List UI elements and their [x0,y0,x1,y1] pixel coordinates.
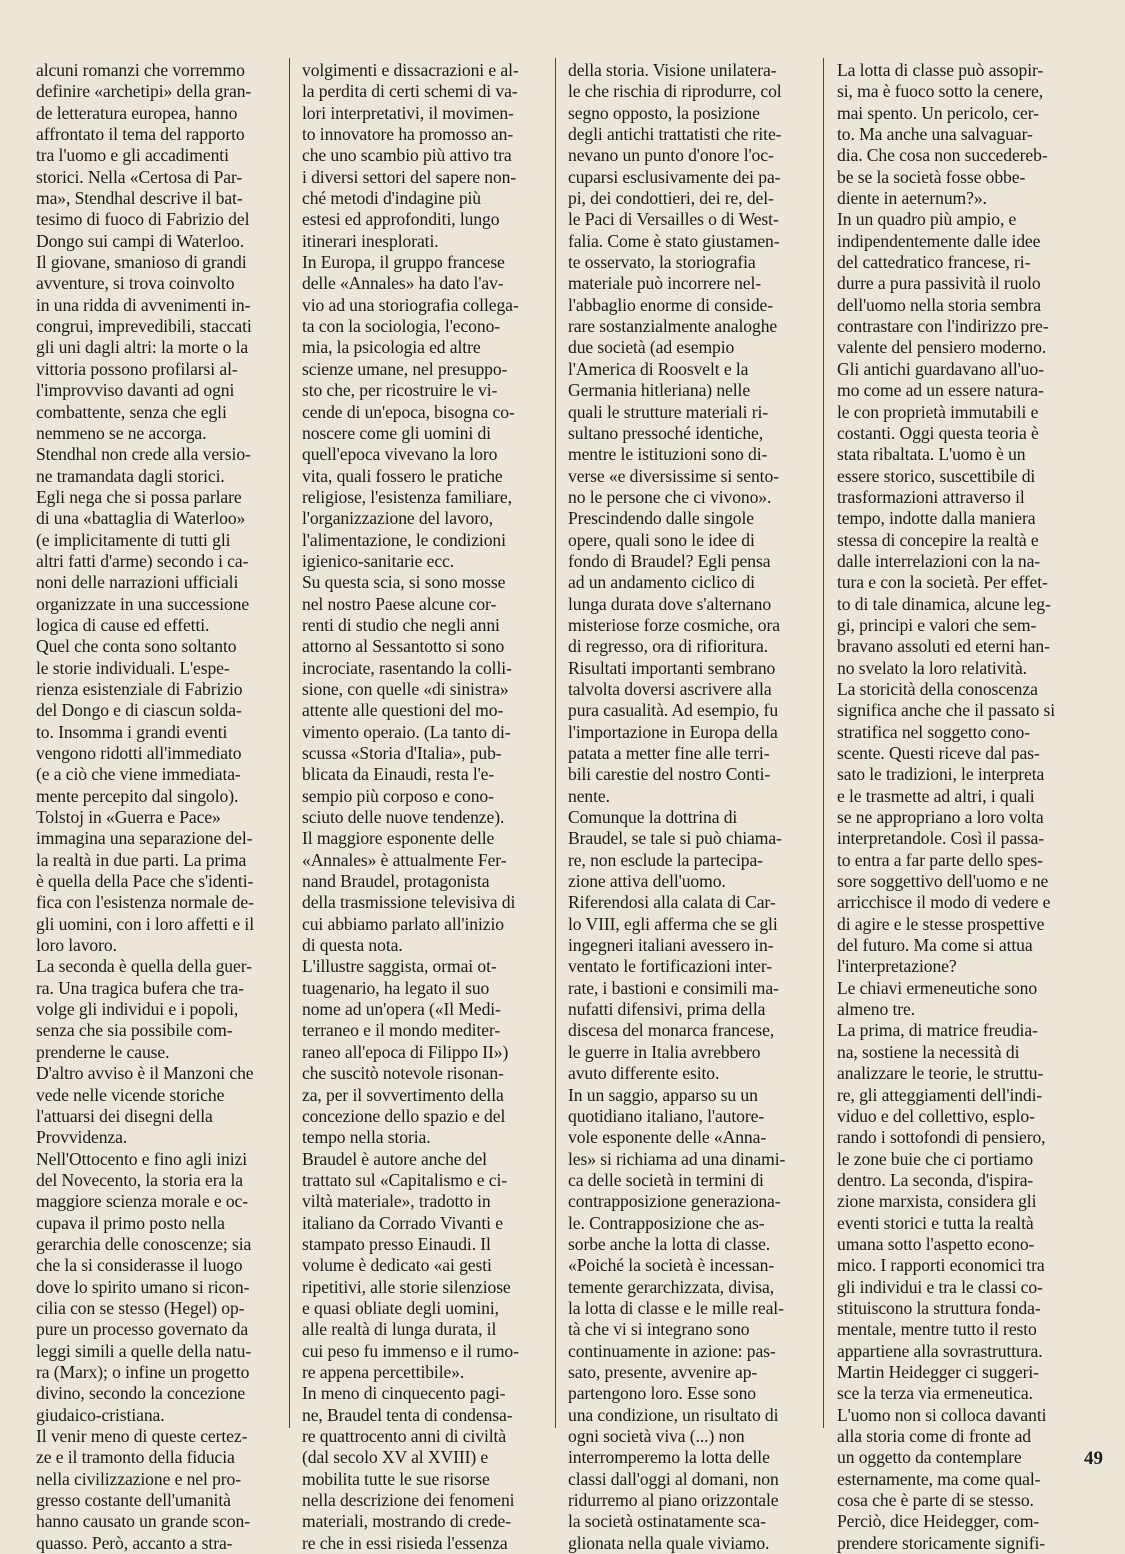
text-line: ze e il tramonto della fiducia [36,1447,235,1468]
text-line: una condizione, un risultato di [568,1404,779,1425]
text-line: vita, quali fossero le pratiche [302,465,503,486]
text-line: rando i sottofondi di pensiero, [837,1127,1046,1148]
text-line: blicata da Einaudi, resta l'e- [302,764,495,785]
text-line: di una «battaglia di Waterloo» [36,508,246,529]
text-line: è quella della Pace che s'identi- [36,871,254,892]
text-line: Riferendosi alla calata di Car- [568,892,776,913]
text-line: Martin Heidegger ci suggeri- [837,1361,1039,1382]
text-line: ca delle società in termini di [568,1169,764,1190]
text-line: tuagenario, ha legato il suo [302,977,490,998]
text-line: fondo di Braudel? Egli pensa [568,550,771,571]
text-line: gli uni dagli altri: la morte o la [36,337,249,358]
text-line: «Annales» è attualmente Fer- [302,849,507,870]
text-line: la società ostinatamente sca- [568,1511,766,1532]
text-line: combattente, senza che egli [36,401,227,422]
text-line: le. Contrapposizione che as- [568,1212,765,1233]
text-line: sorbe anche la lotta di classe. [568,1233,771,1254]
text-line: essere storico, suscettibile di [837,465,1036,486]
text-line: vittoria possono profilarsi al- [36,358,238,379]
text-line: mo come ad un essere natura- [837,380,1044,401]
text-line: contrastare con l'indirizzo pre- [837,316,1049,337]
text-line: e le trasmette ad altri, i quali [837,785,1035,806]
text-line: Tolstoj in «Guerra e Pace» [36,807,221,828]
text-line: quell'epoca vivevano la loro [302,444,498,465]
text-line: concezione dello spazio e del [302,1105,506,1126]
text-line: In un quadro più ampio, e [837,209,1017,230]
text-line: sultano pressoché identiche, [568,422,764,443]
text-line: della storia. Visione unilatera- [568,60,777,80]
text-line: scienze umane, nel presuppo- [302,358,508,379]
text-line: to. Insomma i grandi eventi [36,721,228,742]
text-line: indipendentemente dalle idee [837,230,1041,251]
text-line: attente alle questioni del mo- [302,700,504,721]
text-line: pure un processo governato da [36,1319,249,1340]
text-line: l'abbaglio enorme di conside- [568,294,773,315]
text-line: prendere storicamente signifi- [837,1532,1046,1553]
text-line: arricchisce il modo di vedere e [837,892,1051,913]
text-line: nella civilizzazione e nel pro- [36,1468,241,1489]
text-line: ad un andamento ciclico di [568,572,755,593]
text-line: diente in aeternum?». [837,188,987,209]
text-line: mai spento. Un pericolo, cer- [837,102,1039,123]
text-line: to. Ma anche una salvaguar- [837,124,1033,145]
text-line: la perdita di certi schemi di va- [302,81,518,102]
text-line: vede nelle vicende storiche [36,1084,225,1105]
text-line: (dal secolo XV al XVIII) e [302,1447,489,1468]
text-line: La storicità della conoscenza [837,678,1038,699]
text-line: raneo all'epoca di Filippo II») [302,1041,509,1062]
text-line: mentre le istituzioni sono di- [568,444,768,465]
text-line: L'illustre saggista, ormai ot- [302,956,497,977]
text-line: stessa di concepire la realtà e [837,529,1039,550]
text-line: tra l'uomo e gli accadimenti [36,145,229,166]
text-line: l'America di Roosvelt e la [568,358,749,379]
text-line: dove lo spirito umano si ricon- [36,1276,250,1297]
text-line: organizzate in una successione [36,593,250,614]
text-line: La prima, di matrice freudia- [837,1020,1038,1041]
text-line: (e implicitamente di tutti gli [36,529,231,550]
text-line: zione marxista, considera gli [837,1191,1037,1212]
column-rule [289,58,290,1428]
text-line: gli uomini, con i loro affetti e il [36,913,255,934]
text-line: de letteratura europea, hanno [36,102,238,123]
text-line: quasso. Però, accanto a stra- [36,1532,233,1553]
text-line: mobilita tutte le sue risorse [302,1468,490,1489]
text-line: della trasmissione televisiva di [302,892,516,913]
text-line: ra (Marx); o infine un progetto [36,1361,250,1382]
text-line: l'interpretazione? [837,956,957,977]
text-line: Il venir meno di queste certez- [36,1426,248,1446]
text-column-4 [837,60,1087,1554]
text-line: sciuto delle nuove tendenze). [302,807,505,828]
text-column-2 [302,60,548,1554]
column-rule [555,58,556,1428]
text-line: segno opposto, la posizione [568,102,760,123]
text-line: falia. Come è stato giustamen- [568,230,780,251]
text-line: Il giovane, smanioso di grandi [36,252,247,273]
text-line: ventato le fortificazioni inter- [568,956,773,977]
text-line: Braudel, se tale si può chiama- [568,828,782,849]
text-line: temente gerarchizzata, divisa, [568,1276,775,1297]
text-line: del Dongo e di ciascun solda- [36,700,242,721]
text-line: stratifica nel soggetto cono- [837,721,1031,742]
text-line: be se la società fosse obbe- [837,166,1026,187]
text-line: l'alimentazione, le condizioni [302,529,506,550]
text-line: materiale può incorrere nel- [568,273,762,294]
text-line: del futuro. Ma come si attua [837,935,1033,956]
text-line: incrociate, rasentando la colli- [302,657,512,678]
text-line: le storie individuali. L'espe- [36,657,230,678]
text-line: analizzare le teorie, le struttu- [837,1063,1044,1084]
text-line: partengono loro. Esse sono [568,1383,756,1404]
text-line: dia. Che cosa non succedereb- [837,145,1048,166]
text-line: le che rischia di riprodurre, col [568,81,782,102]
text-line: le con proprietà immutabili e [837,401,1039,422]
text-line: D'altro avviso è il Manzoni che [36,1063,254,1084]
text-line: Nell'Ottocento e fino agli inizi [36,1148,248,1169]
text-line: ma», Stendhal descrive il bat- [36,188,243,209]
text-line: lori interpretativi, il movimen- [302,102,514,123]
text-line: Su questa scia, si sono mosse [302,572,506,593]
text-line: definire «archetipi» della gran- [36,81,252,102]
text-line: logica di cause ed effetti. [36,614,210,635]
text-line: to entra a far parte dello spes- [837,849,1043,870]
text-line: gresso costante dell'umanità [36,1490,231,1511]
text-line: un oggetto da contemplare [837,1447,1022,1468]
text-line: Stendhal non crede alla versio- [36,444,251,465]
text-line: bravano assoluti ed eterni han- [837,636,1050,657]
text-line: cilia con se stesso (Hegel) op- [36,1297,245,1318]
text-line: tà che vi si integrano sono [568,1319,750,1340]
text-line: (e a ciò che viene immediata- [36,764,241,785]
text-line: verse «e diversissime si sento- [568,465,779,486]
text-line: dentro. La seconda, d'ispira- [837,1169,1034,1190]
text-line: to di tale dinamica, alcune leg- [837,593,1051,614]
text-line: quotidiano italiano, l'autore- [568,1105,765,1126]
text-line: nand Braudel, protagonista [302,871,490,892]
text-line: to innovatore ha promosso an- [302,124,514,145]
text-line: no svelato la loro relatività. [837,657,1027,678]
column-rule [823,58,824,1428]
text-line: volge gli individui e i popoli, [36,999,239,1020]
text-column-3 [568,60,814,1554]
text-line: scussa «Storia d'Italia», pub- [302,743,502,763]
text-line: glionata nella quale viviamo. [568,1532,770,1553]
text-line: ché metodi d'indagine più [302,188,482,209]
text-line: italiano da Corrado Vivanti e [302,1212,503,1233]
text-line: religiose, l'esistenza familiare, [302,486,512,507]
text-line: l'attuarsi dei disegni della [36,1105,213,1126]
text-line: rare sostanzialmente analoghe [568,316,778,337]
text-line: congrui, imprevedibili, staccati [36,316,252,337]
text-line: maggiore scienza morale e oc- [36,1191,249,1212]
text-line: cende di un'epoca, bisogna co- [302,401,515,422]
text-line: terraneo e il mondo mediter- [302,1020,501,1041]
text-line: ripetitivi, alle storie silenziose [302,1276,511,1297]
text-line: Quel che conta sono soltanto [36,636,237,657]
text-line: la realtà in due parti. La prima [36,849,247,870]
text-line: storici. Nella «Certosa di Par- [36,166,243,187]
text-line: volume è dedicato «ai gesti [302,1255,492,1276]
text-line: sce la terza via ermeneutica. [837,1383,1033,1404]
text-line: Braudel è autore anche del [302,1148,487,1169]
text-line: stampato presso Einaudi. Il [302,1233,491,1254]
text-line: appartiene alla sovrastruttura. [837,1340,1043,1361]
text-line: Perciò, dice Heidegger, com- [837,1511,1040,1532]
text-line: nufatti difensivi, prima della [568,999,766,1020]
text-line: umana sotto l'aspetto econo- [837,1233,1035,1254]
text-line: sione, con quelle «di sinistra» [302,678,509,699]
text-line: mentale, mentre tutto il resto [837,1319,1037,1340]
text-line: L'uomo non si colloca davanti [837,1404,1047,1425]
text-line: tempo nella storia. [302,1127,431,1148]
text-line: eventi storici e tutta la realtà [837,1212,1034,1233]
text-line: delle «Annales» ha dato l'av- [302,273,504,294]
text-line: alla storia come di fronte ad [837,1426,1031,1446]
text-line: za, per il sovvertimento della [302,1084,504,1105]
text-line: scente. Questi riceve dal pas- [837,743,1040,763]
text-line: nemmeno se ne accorga. [36,422,207,443]
text-line: vio ad una storiografia collega- [302,294,519,315]
text-line: giudaico-cristiana. [36,1404,165,1425]
text-line: se ne appropriano a loro volta [837,807,1044,828]
text-line: interpretandole. Così il passa- [837,828,1044,849]
text-line: pura casualità. Ad esempio, fu [568,700,779,721]
text-line: nente. [568,785,610,806]
text-line: talvolta doversi ascrivere alla [568,678,772,699]
text-line: continuamente in azione: pas- [568,1340,776,1361]
text-line: sempio più corposo e cono- [302,785,494,806]
text-line: le Paci di Versailles o di West- [568,209,779,230]
text-line: avuto differente esito. [568,1063,720,1084]
text-line: valente del pensiero moderno. [837,337,1047,358]
text-line: due società (ad esempio [568,337,735,358]
text-line: nel nostro Paese alcune cor- [302,593,497,614]
text-line: ingegneri italiani avessero in- [568,935,774,956]
text-line: re quattrocento anni di civiltà [302,1426,507,1446]
text-line: viduo e del collettivo, esplo- [837,1105,1035,1126]
text-line: mia, la psicologia ed altre [302,337,481,358]
text-line: stata ribaltata. L'uomo è un [837,444,1026,465]
text-line: bili carestie del nostro Conti- [568,764,771,785]
text-line: «Poiché la società è incessan- [568,1255,775,1276]
text-line: ogni società viva (...) non [568,1426,745,1446]
text-line: viltà materiale», tradotto in [302,1191,491,1212]
text-line: gli individui e tra le classi co- [837,1276,1043,1297]
text-line: gerarchia delle conoscenze; sia [36,1233,252,1254]
text-line: sto che, per ricostruire le vi- [302,380,498,401]
text-line: vengono ridotti all'immediato [36,743,242,763]
text-line: opere, quali sono le idee di [568,529,755,550]
text-line: alcuni romanzi che vorremmo [36,60,245,80]
text-line: Egli nega che si possa parlare [36,486,242,507]
text-line: sato, presente, avvenire ap- [568,1361,758,1382]
text-line: ridurremo al piano orizzontale [568,1490,779,1511]
text-line: La seconda è quella della guer- [36,956,252,977]
text-line: l'importazione in Europa della [568,721,778,742]
text-line: tura e con la società. Per effet- [837,572,1048,593]
text-line: vimento operaio. (La tanto di- [302,721,511,742]
text-line: zione attiva dell'uomo. [568,871,726,892]
page-number: 49 [1084,1448,1103,1469]
text-line: pi, dei condottieri, dei re, del- [568,188,774,209]
text-line: l'improvviso davanti ad ogni [36,380,235,401]
text-line: affrontato il tema del rapporto [36,124,245,145]
text-line: materiali, mostrando di crede- [302,1511,512,1532]
text-line: Germania hitleriana) nelle [568,380,751,401]
text-line: Dongo sui campi di Waterloo. [36,230,245,251]
text-line: dell'uomo nella storia sembra [837,294,1042,315]
text-line: tesimo di fuoco di Fabrizio del [36,209,250,230]
text-line: cupava il primo posto nella [36,1212,225,1233]
text-line: senza che sia possibile com- [36,1020,233,1041]
text-line: nevano un punto d'onore l'oc- [568,145,774,166]
text-line: re appena percettibile». [302,1361,465,1382]
text-line: che suscitò notevole risonan- [302,1063,504,1084]
text-line: igienico-sanitarie ecc. [302,550,455,571]
text-line: Prescindendo dalle singole [568,508,755,529]
text-line: te osservato, la storiografia [568,252,756,273]
text-line: les» si richiama ad una dinami- [568,1148,786,1169]
text-line: leggi simili a quelle della natu- [36,1340,252,1361]
text-line: cuparsi esclusivamente dei pa- [568,166,781,187]
text-line: La lotta di classe può assopir- [837,60,1044,80]
text-line: significa anche che il passato si [837,700,1056,721]
text-line: rienza esistenziale di Fabrizio [36,678,243,699]
text-line: cui peso fu immenso e il rumo- [302,1340,519,1361]
text-line: na, sostiene la necessità di [837,1041,1020,1062]
text-line: mente percepito dal singolo). [36,785,239,806]
text-line: che la si considerasse il luogo [36,1255,243,1276]
text-line: discesa del monarca francese, [568,1020,775,1041]
text-line: che uno scambio più attivo tra [302,145,512,166]
text-line: noscere come gli uomini di [302,422,491,443]
text-line: itinerari inesplorati. [302,230,439,251]
text-line: hanno causato un grande scon- [36,1511,251,1532]
text-line: l'organizzazione del lavoro, [302,508,494,529]
text-line: divino, secondo la concezione [36,1383,246,1404]
text-line: del cattedratico francese, ri- [837,252,1031,273]
text-line: interromperemo la lotta delle [568,1447,770,1468]
text-line: nome ad un'opera («Il Medi- [302,999,501,1020]
text-line: fica con l'esistenza normale de- [36,892,254,913]
text-line: costanti. Oggi questa teoria è [837,422,1039,443]
text-line: attorno al Sessantotto si sono [302,636,505,657]
text-line: sore soggettivo dell'uomo e ne [837,871,1049,892]
text-line: Risultati importanti sembrano [568,657,776,678]
text-line: esternamente, ma come qual- [837,1468,1041,1489]
text-line: i diversi settori del sapere non- [302,166,517,187]
text-line: re che in essi risieda l'essenza [302,1532,508,1553]
text-line: cui abbiamo parlato all'inizio [302,913,504,934]
text-line: altri fatti d'arme) secondo i ca- [36,550,249,571]
text-line: alle realtà di lunga durata, il [302,1319,497,1340]
text-line: Provvidenza. [36,1127,128,1148]
text-line: tempo, indotte dalla maniera [837,508,1036,529]
text-line: gi, principi e valori che sem- [837,614,1037,635]
text-line: ne tramandata dagli storici. [36,465,225,486]
text-line: Gli antichi guardavano all'uo- [837,358,1044,379]
text-line: ta con la sociologia, l'econo- [302,316,501,337]
text-line: le guerre in Italia avrebbero [568,1041,761,1062]
text-line: si, ma è fuoco sotto la cenere, [837,81,1043,102]
text-line: noni delle narrazioni ufficiali [36,572,239,593]
text-line: quali le strutture materiali ri- [568,401,769,422]
text-line: no le persone che ci vivono». [568,486,772,507]
text-line: lo VIII, egli afferma che se gli [568,913,778,934]
text-column-1 [36,60,282,1554]
text-line: re, gli atteggiamenti dell'indi- [837,1084,1043,1105]
text-line: patata a metter fine alle terri- [568,743,770,763]
text-line: la lotta di classe e le mille real- [568,1297,784,1318]
text-line: di agire e le stesse prospettive [837,913,1045,934]
text-line: e quasi obliate degli uomini, [302,1297,499,1318]
text-line: volgimenti e dissacrazioni e al- [302,60,519,80]
text-line: di questa nota. [302,935,403,956]
text-line: dalle interrelazioni con la na- [837,550,1041,571]
text-line: Il maggiore esponente delle [302,828,495,849]
text-line: Comunque la dottrina di [568,807,738,828]
text-line: classi dall'oggi al domani, non [568,1468,779,1489]
text-line: nella descrizione dei fenomeni [302,1490,515,1511]
text-line: vole esponente delle «Anna- [568,1127,767,1148]
text-line: le zone buie che ci portiamo [837,1148,1034,1169]
text-line: Le chiavi ermeneutiche sono [837,977,1038,998]
text-line: degli antichi trattatisti che rite- [568,124,782,145]
text-line: contrapposizione generaziona- [568,1191,781,1212]
text-line: estesi ed approfonditi, lungo [302,209,500,230]
text-line: renti di studio che negli anni [302,614,500,635]
text-line: ra. Una tragica bufera che tra- [36,977,244,998]
text-line: mico. I rapporti economici tra [837,1255,1045,1276]
text-line: durre a pura passività il ruolo [837,273,1041,294]
text-line: in una ridda di avvenimenti in- [36,294,251,315]
text-line: trasformazioni attraverso il [837,486,1025,507]
text-line: re, non esclude la partecipa- [568,849,763,870]
text-line: misteriose forze cosmiche, ora [568,614,780,635]
text-line: trattato sul «Capitalismo e ci- [302,1169,508,1190]
text-line: avventure, si trova coinvolto [36,273,235,294]
text-line: ne, Braudel tenta di condensa- [302,1404,513,1425]
text-line: lunga durata dove s'alternano [568,593,772,614]
text-line: In un saggio, apparso su un [568,1084,758,1105]
text-line: almeno tre. [837,999,916,1020]
text-line: rate, i bastioni e consimili ma- [568,977,779,998]
text-line: In meno di cinquecento pagi- [302,1383,506,1404]
text-line: cosa che è parte di se stesso. [837,1490,1034,1511]
text-line: In Europa, il gruppo francese [302,252,505,273]
text-line: sato le tradizioni, le interpreta [837,764,1045,785]
text-line: immagina una separazione del- [36,828,253,849]
text-line: loro lavoro. [36,935,117,956]
text-line: stituiscono la struttura fonda- [837,1297,1041,1318]
text-line: del Novecento, la storia era la [36,1169,243,1190]
text-line: di regresso, ora di rifioritura. [568,636,769,657]
text-line: prenderne le cause. [36,1041,170,1062]
